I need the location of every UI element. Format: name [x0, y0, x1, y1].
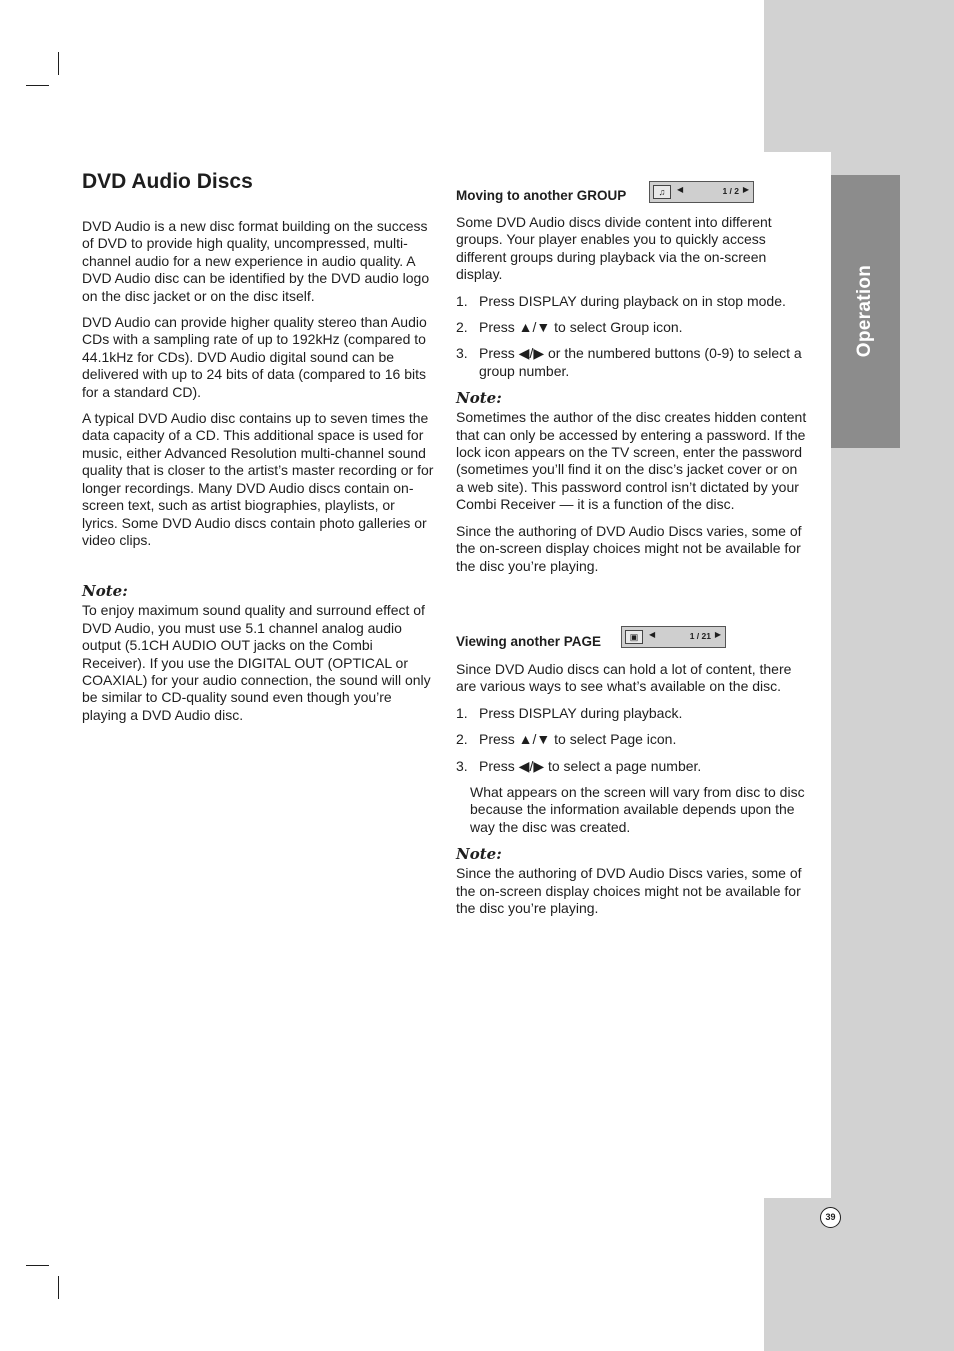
- intro-paragraph: DVD Audio is a new disc format building on the success of DVD to provide high quality, uncompressed, multi-channel audio for a new experience in audio quality. A DVD Audio disc can be identified by the DVD audio logo on the disc jacket or on the disc itself.: [82, 218, 430, 304]
- page-after-steps: What appears on the screen will vary from disc to disc because the information available depends upon the way the disc was created.: [470, 784, 805, 835]
- section-tab-label: Operation: [854, 264, 875, 358]
- page-number: 39: [820, 1207, 841, 1228]
- list-item: 3. Press ◀/▶ or the numbered buttons (0-9) to select a group number.: [456, 345, 802, 379]
- note-text: Since the authoring of DVD Audio Discs varies, some of the on-screen display choices might not be available for the disc you’re playing.: [456, 865, 802, 917]
- group-intro: Some DVD Audio discs divide content into different groups. Your player enables you to quickly access different groups during playback via the on-screen display.: [456, 214, 772, 283]
- group-osd-display: [649, 181, 754, 203]
- group-heading: Moving to another GROUP: [456, 188, 627, 203]
- crop-mark: [26, 1265, 49, 1266]
- page-heading: Viewing another PAGE: [456, 634, 602, 649]
- page-title: DVD Audio Discs: [82, 170, 253, 193]
- list-item: 2. Press ▲/▼ to select Page icon.: [456, 731, 677, 748]
- list-item: 3. Press ◀/▶ to select a page number.: [456, 757, 702, 774]
- crop-mark: [58, 1276, 59, 1299]
- note-text: To enjoy maximum sound quality and surround effect of DVD Audio, you must use 5.1 channel analog audio output (5.1CH AUDIO OUT jacks on the Combi Receiver). If you use the DIGITAL OUT (OPTICAL or COAXIAL) for your audio connection, the sound will only be similar to CD-quality sound even though you’re playing a DVD Audio disc.: [82, 602, 431, 723]
- quality-paragraph: DVD Audio can provide higher quality stereo than Audio CDs with a sampling rate of up to 192kHz (compared to 44.1kHz for CDs). DVD Audio digital sound can be delivered with up to 24 bits of data (compared to 16 bits for a standard CD).: [82, 314, 427, 400]
- left-arrow-icon: ◀: [677, 185, 684, 194]
- right-arrow-icon: ▶: [742, 185, 749, 194]
- note-heading: Note:: [456, 389, 502, 408]
- note-heading: Note:: [456, 845, 502, 864]
- list-item: 1. Press DISPLAY during playback on in stop mode.: [456, 292, 786, 309]
- crop-mark: [58, 52, 59, 75]
- left-column: [82, 218, 434, 733]
- capacity-paragraph: A typical DVD Audio disc contains up to seven times the data capacity of a CD. This additional space is used for music, either Advanced Resolution multi-channel sound quality that is closer to the artist’s master recording or for longer recordings. Many DVD Audio discs contain on-screen text, such as artist biographies, playlists, or lyrics. Some DVD Audio discs contain photo galleries or video clips.: [82, 410, 434, 548]
- list-item: 1. Press DISPLAY during playback.: [456, 704, 683, 721]
- list-item: 2. Press ▲/▼ to select Group icon.: [456, 319, 683, 336]
- right-arrow-icon: ▶: [714, 630, 721, 639]
- note-text: Sometimes the author of the disc creates hidden content that can only be accessed by entering a password. If the lock icon appears on the TV screen, enter the password (sometimes you’ll find it on the disc’s jacket cover or on a web site). This password control isn’t dictated by your Combi Receiver — it is a function of the disc.: [456, 409, 807, 513]
- group-section: [456, 214, 808, 584]
- page-osd-display: [621, 626, 726, 648]
- page-intro: Since DVD Audio discs can hold a lot of content, there are various ways to see what’s available on the disc.: [456, 661, 792, 695]
- picture-page-icon: ▣: [625, 630, 643, 644]
- page-section: [456, 661, 810, 926]
- note-text: Since the authoring of DVD Audio Discs varies, some of the on-screen display choices might not be available for the disc you’re playing.: [456, 522, 802, 574]
- page-counter: 1 / 21: [689, 631, 711, 641]
- crop-mark: [26, 85, 49, 86]
- music-group-icon: ♫: [653, 185, 671, 199]
- group-counter: 1 / 2: [722, 186, 739, 196]
- left-arrow-icon: ◀: [649, 630, 656, 639]
- note-heading: Note:: [82, 582, 128, 601]
